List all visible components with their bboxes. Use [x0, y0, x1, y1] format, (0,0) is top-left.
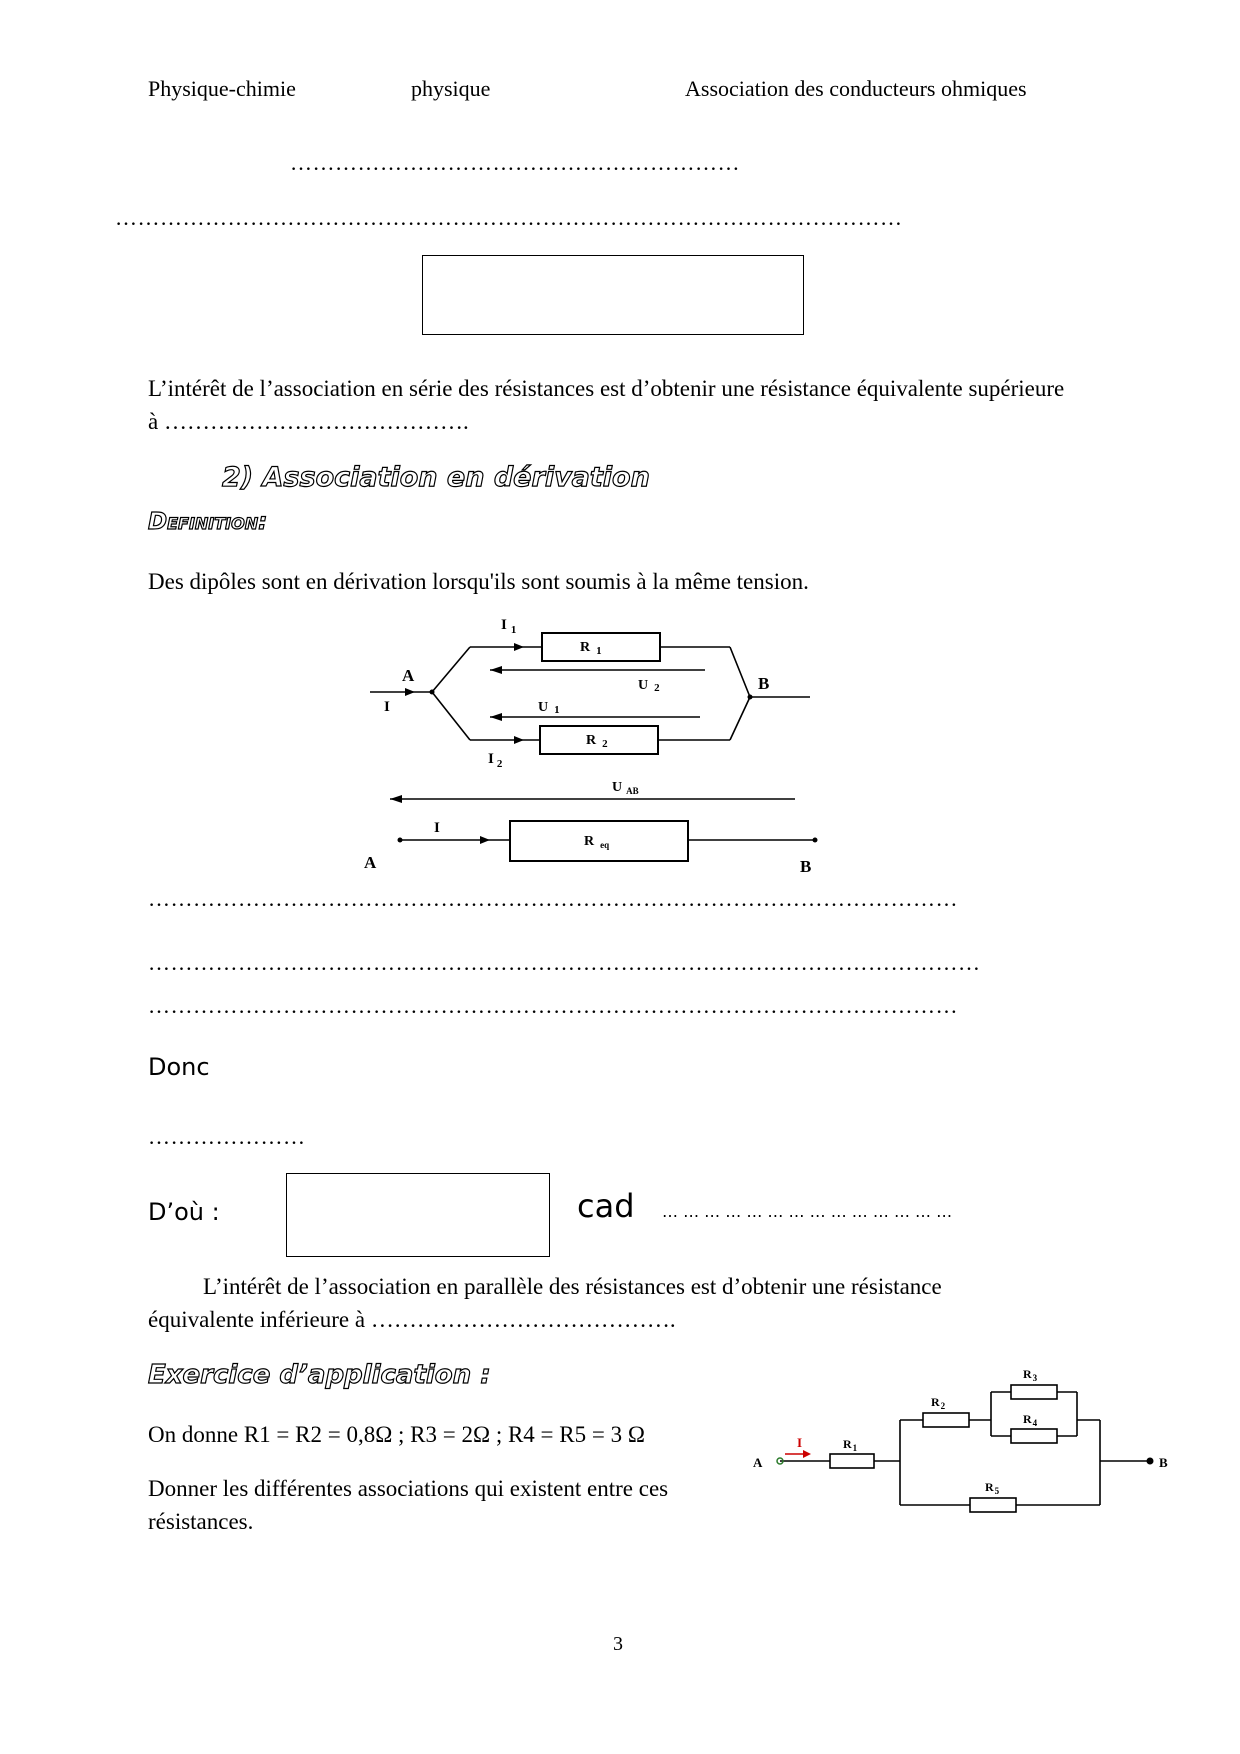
- header-branch: physique: [411, 76, 491, 101]
- formula-box: [422, 255, 804, 335]
- fill-in-dots: ………………………………………………………………………………………………: [148, 993, 958, 1018]
- current-2-label: I $_2$: [488, 751, 503, 770]
- eq-node-a-label: A: [364, 853, 377, 872]
- u2-label: U 2: [638, 678, 660, 694]
- uab-label: U $_{AB}$: [612, 780, 639, 796]
- exercise-current-label: I: [797, 1435, 803, 1450]
- page-number: 3: [613, 1633, 623, 1655]
- current-1-label: I $_1$: [501, 617, 517, 636]
- parallel-conclusion: L’intérêt de l’association en parallèle des résistances est d’obtenir une résistance équivalente inférieure à ………………………………….: [148, 1274, 942, 1332]
- exercise-node-b: B: [1159, 1455, 1168, 1470]
- r1-label: R $_1$: [580, 640, 602, 657]
- serie-conclusion: L’intérêt de l’association en série des résistances est d’obtenir une résistance équivalente supérieure à ………………………………….: [148, 376, 1065, 434]
- header-subject: Physique-chimie: [148, 76, 296, 101]
- node-b-label: B: [758, 674, 770, 693]
- exercise-node-a: A: [753, 1455, 763, 1470]
- u1-label: U 1: [538, 700, 560, 716]
- formula-box: [286, 1173, 550, 1257]
- exercise-given: On donne R1 = R2 = 0,8Ω ; R3 = 2Ω ; R4 = R5 = 3 Ω: [148, 1422, 645, 1447]
- exercise-circuit-diagram: [745, 1350, 1185, 1530]
- exercise-r1-label: $R_1$: [843, 1437, 858, 1453]
- eq-current-label: I: [434, 820, 440, 836]
- r2-label: R $_2$: [586, 733, 608, 750]
- exercise-r5-label: $R_5$: [985, 1480, 1000, 1496]
- definition-label: Definition:: [148, 509, 268, 535]
- fill-in-dots: …………………………………………………………………………………………………: [148, 950, 981, 975]
- req-label: R $_{eq}$: [584, 834, 610, 850]
- fill-in-dots: …………………: [148, 1124, 306, 1149]
- fill-in-dots: ……………………………………………………: [290, 150, 740, 175]
- node-a-label: A: [402, 666, 415, 685]
- exercise-r4-label: $R_4$: [1023, 1412, 1038, 1428]
- current-total-label: I: [384, 699, 390, 715]
- dou-label: D’où :: [148, 1198, 220, 1226]
- definition-text: Des dipôles sont en dérivation lorsqu'ils sont soumis à la même tension.: [148, 569, 809, 594]
- fill-in-dots: ………………………………………………………………………………………………: [148, 886, 958, 911]
- exercise-question: Donner les différentes associations qui existent entre ces résistances.: [148, 1476, 669, 1534]
- exercise-r2-label: $R_2$: [931, 1395, 946, 1411]
- fill-in-dots: ……………………………………………………………………………………………: [115, 205, 903, 230]
- cad-label: cad: [577, 1187, 635, 1225]
- section-title: 2) Association en dérivation: [222, 462, 650, 493]
- fill-in-dots: … … … … … … … … … … … … … …: [662, 1202, 953, 1221]
- exercise-title: Exercice d’application :: [148, 1360, 491, 1390]
- exercise-r3-label: $R_3$: [1023, 1367, 1038, 1383]
- donc-label: Donc: [148, 1053, 210, 1081]
- header-chapter: Association des conducteurs ohmiques: [685, 76, 1027, 101]
- eq-node-b-label: B: [800, 857, 812, 876]
- parallel-circuit-diagram: [360, 605, 830, 885]
